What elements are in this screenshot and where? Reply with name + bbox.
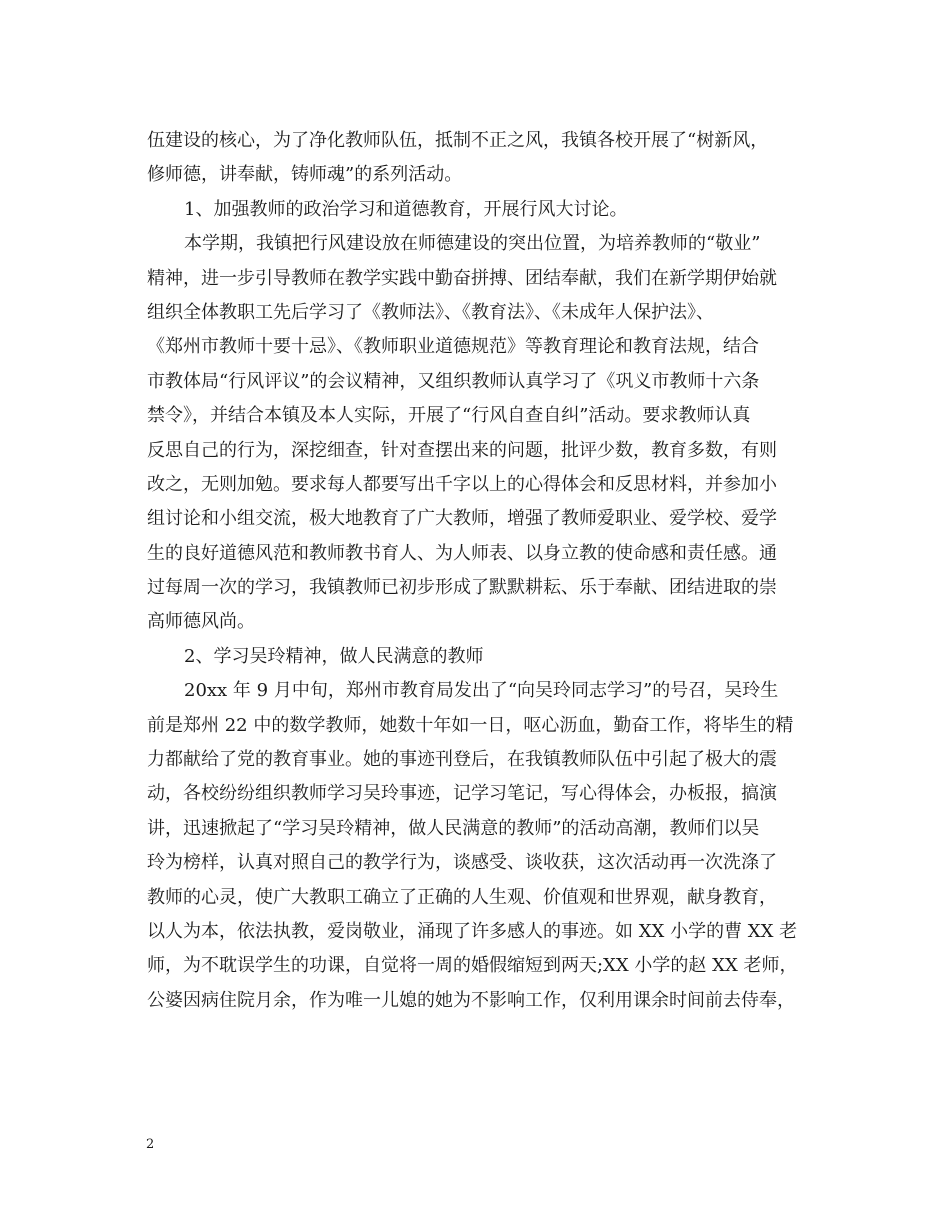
text-line: 精神，进一步引导教师在教学实践中勤奋拼搏、团结奉献，我们在新学期伊始就	[147, 267, 777, 289]
page-number: 2	[146, 1137, 155, 1152]
text-line: 生的良好道德风范和教师教书育人、为人师表、以身立教的使命感和责任感。通	[147, 542, 777, 564]
text-line: 组讨论和小组交流，极大地教育了广大教师，增强了教师爱职业、爱学校、爱学	[147, 508, 777, 530]
text-line: 高师德风尚。	[147, 611, 255, 633]
text-line: 教师的心灵，使广大教职工确立了正确的人生观、价值观和世界观，献身教育，	[147, 886, 777, 908]
text-line: 过每周一次的学习，我镇教师已初步形成了默默耕耘、乐于奉献、团结进取的崇	[147, 577, 777, 599]
body-text	[147, 124, 807, 1018]
text-line: 本学期，我镇把行风建设放在师德建设的突出位置，为培养教师的“敬业”	[184, 233, 761, 255]
text-line: 伍建设的核心，为了净化教师队伍，抵制不正之风，我镇各校开展了“树新风，	[147, 130, 769, 151]
text-line: 动，各校纷纷组织教师学习吴玲事迹，记学习笔记，写心得体会，办板报，搞演	[147, 783, 777, 805]
text-line: 市教体局“行风评议”的会议精神，又组织教师认真学习了《巩义市教师十六条	[147, 370, 760, 392]
text-line: 力都献给了党的教育事业。她的事迹刊登后，在我镇教师队伍中引起了极大的震	[147, 749, 777, 771]
section-heading: 2、学习吴玲精神，做人民满意的教师	[184, 645, 484, 667]
text-line: 禁令》，并结合本镇及本人实际，开展了“行风自查自纠”活动。要求教师认真	[147, 405, 751, 427]
text-line: 反思自己的行为，深挖细查，针对查摆出来的问题，批评少数，教育多数，有则	[147, 439, 777, 461]
section-heading: 1、加强教师的政治学习和道德教育，开展行风大讨论。	[184, 198, 628, 220]
text-line: 20xx 年 9 月中旬，郑州市教育局发出了“向吴玲同志学习”的号召，吴玲生	[184, 680, 779, 702]
text-line: 师，为不耽误学生的功课，自觉将一周的婚假缩短到两天;XX 小学的赵 XX 老师，	[147, 955, 798, 977]
text-line: 修师德，讲奉献，铸师魂”的系列活动。	[147, 164, 463, 186]
text-line: 讲，迅速掀起了“学习吴玲精神，做人民满意的教师”的活动高潮，教师们以吴	[147, 817, 760, 839]
text-line: 改之，无则加勉。要求每人都要写出千字以上的心得体会和反思材料，并参加小	[147, 473, 777, 495]
text-line: 以人为本，依法执教，爱岗敬业，涌现了许多感人的事迹。如 XX 小学的曹 XX 老	[147, 920, 798, 942]
text-line: 《郑州市教师十要十忌》、《教师职业道德规范》等教育理论和教育法规，结合	[147, 336, 759, 358]
text-line: 玲为榜样，认真对照自己的教学行为，谈感受、谈收获，这次活动再一次洗涤了	[147, 852, 777, 874]
text-line: 前是郑州 22 中的数学教师，她数十年如一日，呕心沥血，勤奋工作，将毕生的精	[147, 714, 794, 736]
text-line: 组织全体教职工先后学习了《教师法》、《教育法》、《未成年人保护法》、	[147, 301, 714, 323]
text-line: 公婆因病住院月余，作为唯一儿媳的她为不影响工作，仅利用课余时间前去侍奉，	[147, 989, 795, 1011]
